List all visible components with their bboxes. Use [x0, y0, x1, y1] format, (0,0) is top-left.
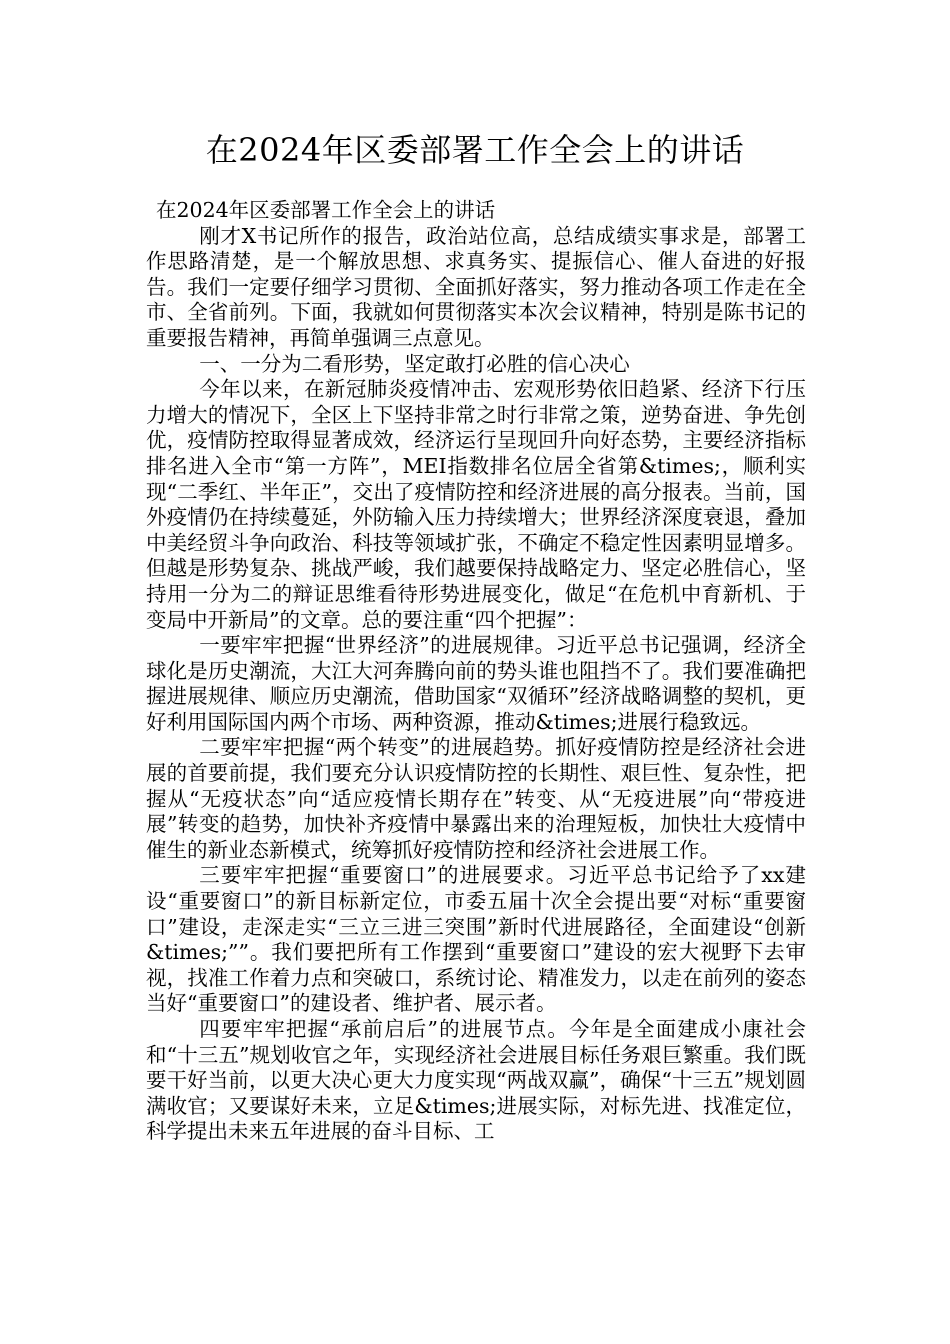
paragraph-point-3: 三要牢牢把握“重要窗口”的进展要求。习近平总书记给予了xx建设“重要窗口”的新目标新定位，市委五届十次全会提出要“对标“重要窗口”建设，走深走实“三立三进三突围”新时代进展路径，全面建设“创新&times;””。我们要把所有工作摆到“重要窗口”建设的宏大视野下去审视，找准工作着力点和突破口，系统讨论、精准发力，以走在前列的姿态当好“重要窗口”的建设者、维护者、展示者。	[146, 863, 806, 1016]
document-title: 在2024年区委部署工作全会上的讲话	[205, 131, 745, 169]
paragraph-intro: 刚才X书记所作的报告，政治站位高，总结成绩实事求是，部署工作思路清楚，是一个解放思想、求真务实、提振信心、催人奋进的好报告。我们一定要仔细学习贯彻、全面抓好落实，努力推动各项工作走在全市、全省前列。下面，我就如何贯彻落实本次会议精神，特别是陈书记的重要报告精神，再简单强调三点意见。	[146, 223, 806, 350]
section-heading-1: 一、一分为二看形势，坚定敢打必胜的信心决心	[199, 351, 630, 376]
paragraph-point-2: 二要牢牢把握“两个转变”的进展趋势。抓好疫情防控是经济社会进展的首要前提，我们要充分认识疫情防控的长期性、艰巨性、复杂性，把握从“无疫状态”向“适应疫情长期存在”转变、从“无疫进展”向“带疫进展”转变的趋势，加快补齐疫情中暴露出来的治理短板，加快壮大疫情中催生的新业态新模式，统筹抓好疫情防控和经济社会进展工作。	[146, 735, 806, 862]
paragraph-point-1: 一要牢牢把握“世界经济”的进展规律。习近平总书记强调，经济全球化是历史潮流，大江大河奔腾向前的势头谁也阻挡不了。我们要准确把握进展规律、顺应历史潮流，借助国家“双循环”经济战略调整的契机，更好利用国际国内两个市场、两种资源，推动&times;进展行稳致远。	[146, 633, 806, 734]
paragraph-situation: 今年以来，在新冠肺炎疫情冲击、宏观形势依旧趋紧、经济下行压力增大的情况下，全区上下坚持非常之时行非常之策，逆势奋进、争先创优，疫情防控取得显著成效，经济运行呈现回升向好态势，主要经济指标排名进入全市“第一方阵”，MEI指数排名位居全省第&times;，顺利实现“二季红、半年正”，交出了疫情防控和经济进展的高分报表。当前，国外疫情仍在持续蔓延，外防输入压力持续增大；世界经济深度衰退，叠加中美经贸斗争向政治、科技等领域扩张，不确定不稳定性因素明显增多。但越是形势复杂、挑战严峻，我们越要保持战略定力、坚定必胜信心，坚持用一分为二的辩证思维看待形势进展变化，做足“在危机中育新机、于变局中开新局”的文章。总的要注重“四个把握”：	[146, 377, 806, 632]
document-body	[146, 198, 806, 1145]
document-subtitle: 在2024年区委部署工作全会上的讲话	[156, 198, 496, 222]
paragraph-point-4: 四要牢牢把握“承前启后”的进展节点。今年是全面建成小康社会和“十三五”规划收官之年，实现经济社会进展目标任务艰巨繁重。我们既要干好当前，以更大决心更大力度实现“两战双赢”，确保“十三五”规划圆满收官；又要谋好未来，立足&times;进展实际，对标先进、找准定位，科学提出未来五年进展的奋斗目标、工	[146, 1017, 806, 1144]
